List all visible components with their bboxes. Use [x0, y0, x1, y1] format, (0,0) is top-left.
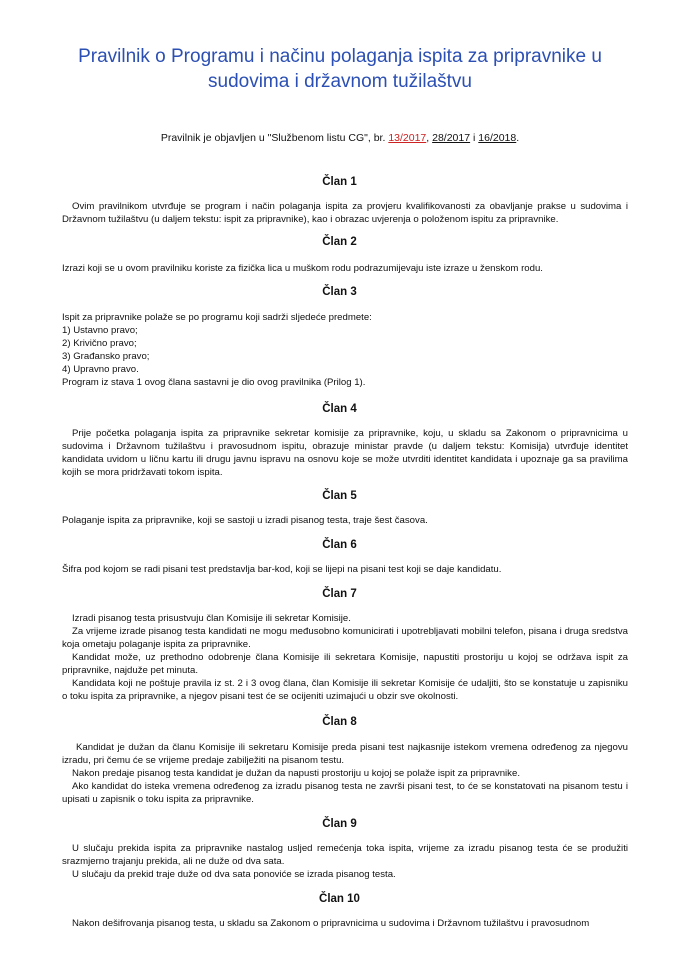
article-1-paragraph: Ovim pravilnikom utvrđuje se program i način polaganja ispita za provjeru kvalifikovanosti za obavljanje prakse u sudovima i Državnom tužilaštvu (u daljem tekstu: ispit za pripravnike), kao i obrazac uvjerenja o položenom ispitu za pripravnike. [62, 201, 628, 225]
article-8-paragraph: Nakon predaje pisanog testa kandidat je dužan da napusti prostoriju u kojoj se polaže ispit za pripravnike. [72, 768, 520, 779]
document-title: Pravilnik o Programu i načinu polaganja ispita za pripravnike u sudovima i državnom tužilaštvu [78, 46, 602, 92]
article-8-paragraph: Ako kandidat do isteka vremena određenog za izradu pisanog testa ne završi pisani test, to će se konstatovati na pisanom testu i upisati u zapisnik o toku ispita za pripravnike. [62, 781, 628, 805]
article-3-list-item: 3) Građansko pravo; [62, 351, 150, 362]
article-6-paragraph: Šifra pod kojom se radi pisani test predstavlja bar-kod, koji se lijepi na pisani test koji se daje kandidatu. [62, 564, 502, 575]
publication-suffix: . [516, 132, 520, 144]
article-9-heading: Član 9 [322, 818, 357, 830]
article-10-body [62, 917, 628, 930]
article-3-body [62, 311, 628, 389]
article-1-heading: Član 1 [322, 176, 357, 188]
article-3-heading: Član 3 [322, 286, 357, 298]
article-8-heading: Član 8 [322, 716, 357, 728]
article-10-heading: Član 10 [319, 893, 360, 905]
article-6-body [62, 563, 628, 576]
article-7-body [62, 612, 628, 703]
article-6-heading: Član 6 [322, 539, 357, 551]
publication-prefix: Pravilnik je objavljen u "Službenom listu CG", br. [160, 132, 386, 144]
article-7-heading: Član 7 [322, 588, 357, 600]
article-7-paragraph: Kandidata koji ne poštuje pravila iz st. 2 i 3 ovog člana, član Komisije ili sekretar Komisije će udaljiti, što se konstatuje u zapisniku o toku ispita za pripravnike, a njegov pisani test će se ocijeniti uzimajući u obzir sve okolnosti. [62, 678, 628, 702]
publication-sep-1: , [426, 132, 430, 144]
article-9-paragraph: U slučaju prekida ispita za pripravnike nastalog usljed remećenja toka ispita, vrijeme za izradu pisanog testa će se produžiti srazmjerno trajanju prekida, ali ne duže od dva sata. [62, 843, 628, 867]
gazette-link-3[interactable]: 16/2018 [478, 132, 517, 144]
article-2-heading: Član 2 [322, 236, 357, 248]
article-2-paragraph: Izrazi koji se u ovom pravilniku koriste za fizička lica u muškom rodu podrazumijevaju iste izraze u ženskom rodu. [62, 263, 543, 274]
gazette-link-1[interactable]: 13/2017 [388, 132, 427, 144]
publication-note [40, 132, 640, 144]
article-4-paragraph: Prije početka polaganja ispita za pripravnike sekretar komisije za pripravnike, koju, u skladu sa Zakonom o pripravnicima u sudovima i Državnom tužilaštvu i pravosudnom ispitu, obrazuje ministar pravde (u daljem tekstu: Komisija) utvrđuje identitet kandidata uvidom u ličnu kartu ili drugu javnu ispravu na osnovu koje se može utvrditi identitet kandidata i upoznaje ga sa pravilima kojih se mora pridržavati tokom ispita. [62, 428, 628, 478]
publication-sep-2: i [473, 132, 476, 144]
article-3-closing: Program iz stava 1 ovog člana sastavni je dio ovog pravilnika (Prilog 1). [62, 377, 366, 388]
article-3-list-item: 1) Ustavno pravo; [62, 325, 138, 336]
article-5-body [62, 514, 628, 527]
article-8-body [62, 741, 628, 806]
article-2-body [62, 262, 628, 275]
article-7-paragraph: Kandidat može, uz prethodno odobrenje člana Komisije ili sekretara Komisije, napustiti prostoriju u kojoj se održava ispit za pripravnike, najduže pet minuta. [62, 652, 628, 676]
article-9-paragraph: U slučaju da prekid traje duže od dva sata ponoviće se izrada pisanog testa. [72, 869, 396, 880]
article-4-heading: Član 4 [322, 403, 357, 415]
gazette-link-2[interactable]: 28/2017 [432, 132, 471, 144]
article-7-paragraph: Izradi pisanog testa prisustvuju član Komisije ili sekretar Komisije. [72, 613, 351, 624]
article-9-body [62, 842, 628, 881]
article-3-paragraph: Ispit za pripravnike polaže se po programu koji sadrži sljedeće predmete: [62, 312, 372, 323]
article-10-paragraph: Nakon dešifrovanja pisanog testa, u skladu sa Zakonom o pripravnicima u sudovima i Državnom tužilaštvu i pravosudnom [72, 918, 590, 929]
article-7-paragraph: Za vrijeme izrade pisanog testa kandidati ne mogu međusobno komunicirati i upotrebljavati mobilni telefon, pisana i druga sredstva koja ometaju polaganje ispita za pripravnike. [62, 626, 628, 650]
article-4-body [62, 427, 628, 479]
article-8-paragraph: Kandidat je dužan da članu Komisije ili sekretaru Komisije preda pisani test najkasnije istekom vremena određenog za njegovu izradu, pri čemu će se vrijeme predaje zabilježiti na pisanom testu. [62, 742, 628, 766]
article-3-list-item: 2) Krivično pravo; [62, 338, 137, 349]
article-5-heading: Član 5 [322, 490, 357, 502]
article-1-body [62, 200, 628, 226]
article-5-paragraph: Polaganje ispita za pripravnike, koji se sastoji u izradi pisanog testa, traje šest časova. [62, 515, 428, 526]
article-3-list-item: 4) Upravno pravo. [62, 364, 139, 375]
